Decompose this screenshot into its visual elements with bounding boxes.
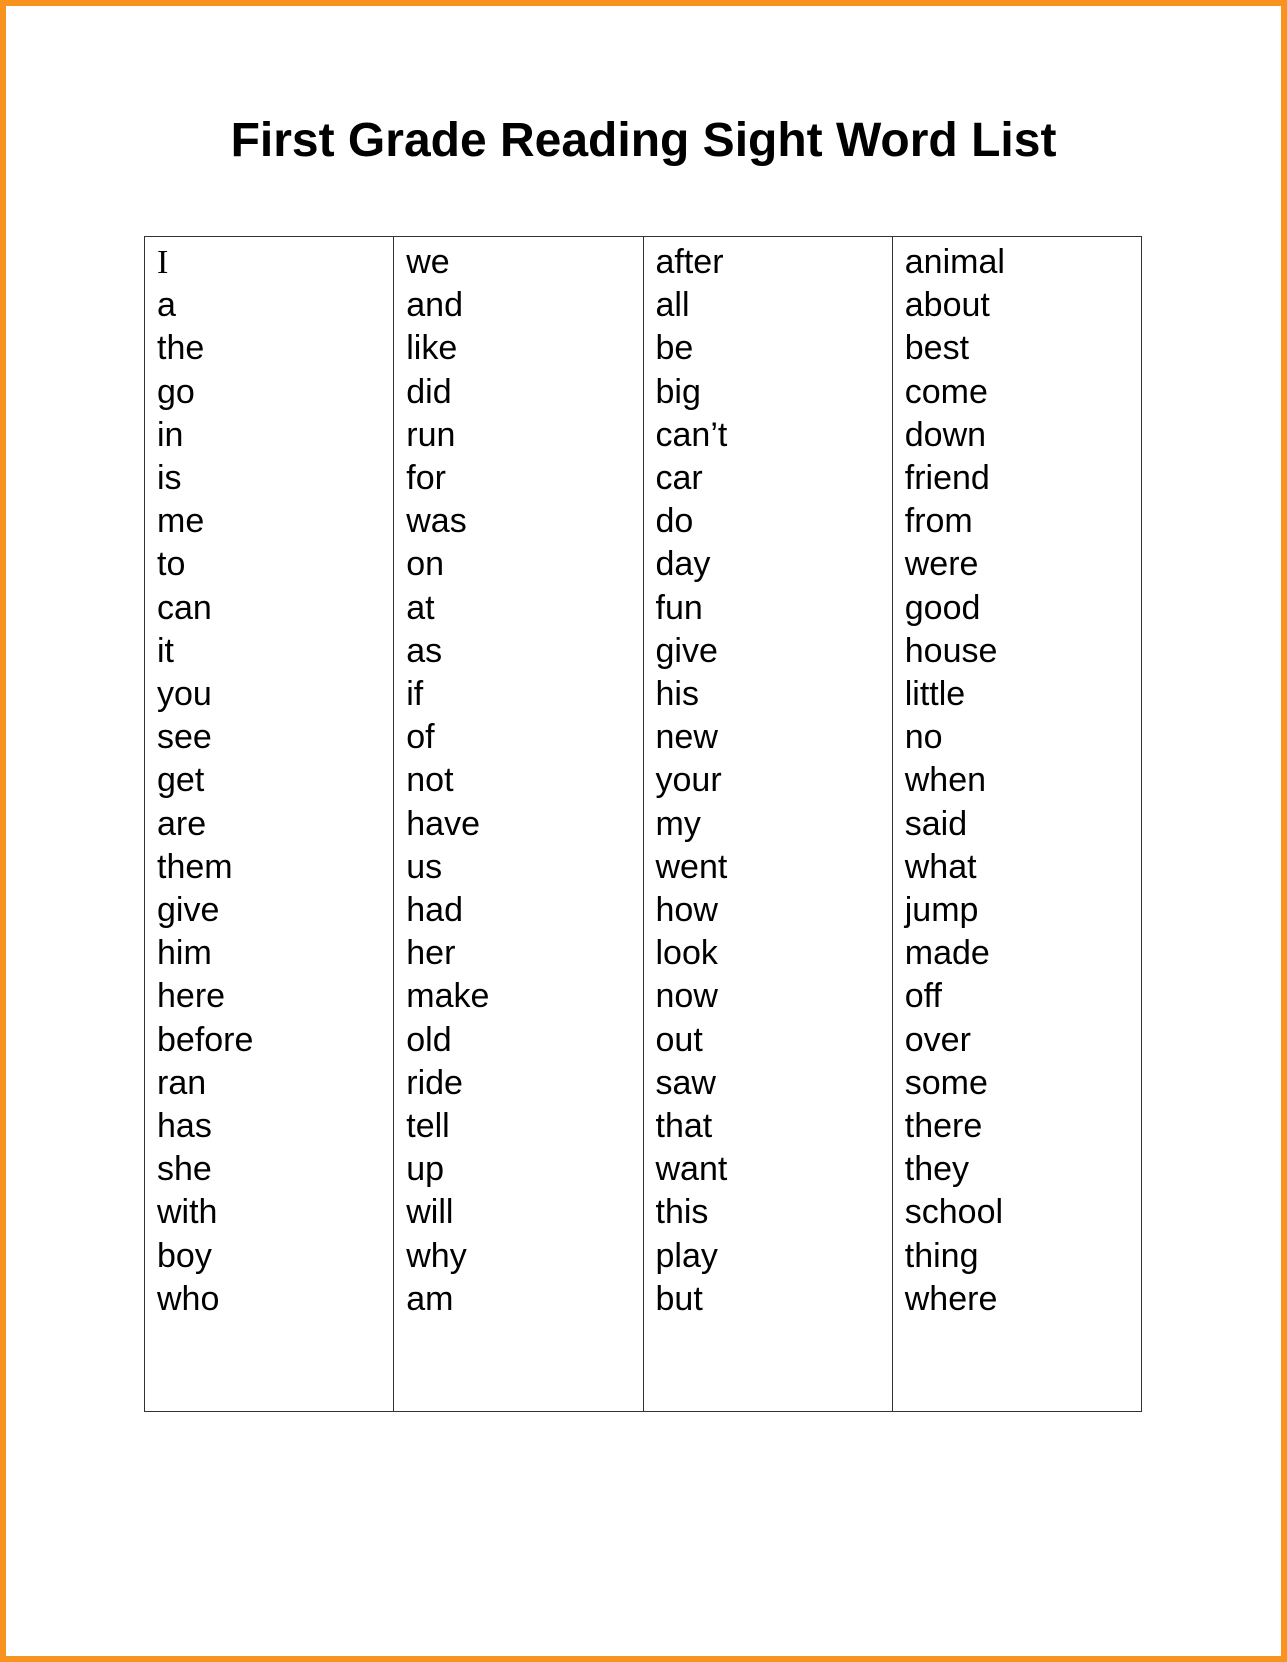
sight-word: make xyxy=(406,977,490,1016)
sight-word: ride xyxy=(406,1063,463,1102)
sight-word: how xyxy=(655,891,718,930)
sight-word: look xyxy=(655,934,718,973)
sight-word: before xyxy=(157,1020,254,1059)
sight-word: good xyxy=(904,588,981,627)
sight-word: made xyxy=(904,934,990,973)
sight-word: is xyxy=(157,459,182,498)
word-column-1 xyxy=(145,237,394,1412)
sight-word: she xyxy=(157,1150,212,1189)
sight-word: little xyxy=(904,675,966,714)
sight-word: some xyxy=(904,1063,988,1102)
sight-word: his xyxy=(655,675,699,714)
sight-word: why xyxy=(406,1236,467,1275)
sight-word: has xyxy=(157,1107,212,1146)
sight-word: my xyxy=(655,804,701,843)
sight-word: friend xyxy=(904,459,990,498)
sight-word: I xyxy=(157,244,169,281)
sight-word: they xyxy=(904,1150,970,1189)
sight-word: up xyxy=(406,1150,445,1189)
sight-word: all xyxy=(655,286,690,325)
sight-word: about xyxy=(904,286,990,325)
sight-word: to xyxy=(157,545,186,584)
sight-word: and xyxy=(406,286,463,325)
sight-word: them xyxy=(157,847,233,886)
sight-word: boy xyxy=(157,1236,212,1275)
sight-word: now xyxy=(655,977,718,1016)
sight-word: her xyxy=(406,934,456,973)
sight-word: this xyxy=(655,1193,709,1232)
sight-word: like xyxy=(406,329,458,368)
sight-word: do xyxy=(655,502,694,541)
sight-word: jump xyxy=(904,891,979,930)
sight-word: get xyxy=(157,761,205,800)
sight-word: out xyxy=(655,1020,703,1059)
sight-word: as xyxy=(406,631,443,670)
sight-word: at xyxy=(406,588,435,627)
sight-word: of xyxy=(406,718,435,757)
sight-word: down xyxy=(904,415,987,454)
sight-word: you xyxy=(157,675,212,714)
sight-word: ran xyxy=(157,1063,207,1102)
sight-word: there xyxy=(904,1107,983,1146)
sight-word: new xyxy=(655,718,718,757)
sight-word: not xyxy=(406,761,454,800)
sight-word: want xyxy=(655,1150,728,1189)
sight-word: with xyxy=(157,1193,218,1232)
sight-word: house xyxy=(904,631,998,670)
sight-word: but xyxy=(655,1279,703,1318)
sight-word: fun xyxy=(655,588,703,627)
sight-word: who xyxy=(157,1279,220,1318)
sight-word: for xyxy=(406,459,446,498)
sight-word: what xyxy=(904,847,977,886)
sight-word: play xyxy=(655,1236,718,1275)
sight-word: thing xyxy=(904,1236,979,1275)
sight-word: be xyxy=(655,329,694,368)
sight-word: it xyxy=(157,631,174,670)
sight-word: have xyxy=(406,804,480,843)
sight-word: can xyxy=(157,588,212,627)
sight-word: had xyxy=(406,891,463,930)
table-row xyxy=(145,237,1142,1412)
sight-word: go xyxy=(157,372,195,411)
sight-word: no xyxy=(904,718,943,757)
sight-word: old xyxy=(406,1020,452,1059)
sight-word: the xyxy=(157,329,205,368)
sight-word: can’t xyxy=(655,415,728,454)
sight-word: animal xyxy=(904,243,1005,281)
sight-word: where xyxy=(904,1279,998,1318)
sight-word: over xyxy=(904,1020,971,1059)
sight-word: off xyxy=(904,977,942,1016)
sight-word: big xyxy=(655,372,701,411)
sight-word: that xyxy=(655,1107,713,1146)
sight-word: after xyxy=(655,243,724,281)
sight-word: when xyxy=(904,761,987,800)
sight-word: went xyxy=(655,847,728,886)
page-title: First Grade Reading Sight Word List xyxy=(230,114,1057,167)
sight-word: see xyxy=(157,718,212,757)
sight-word: me xyxy=(157,502,205,541)
sight-word: were xyxy=(904,545,979,584)
word-column-2 xyxy=(394,237,643,1412)
sight-word-table xyxy=(144,236,1142,1412)
sight-word: are xyxy=(157,804,207,843)
sight-word: on xyxy=(406,545,445,584)
sight-word: am xyxy=(406,1279,454,1318)
sight-word: us xyxy=(406,847,443,886)
sight-word: will xyxy=(406,1193,454,1232)
sight-word: your xyxy=(655,761,722,800)
sight-word: best xyxy=(904,329,970,368)
sight-word: said xyxy=(904,804,968,843)
word-column-3 xyxy=(643,237,892,1412)
sight-word: from xyxy=(904,502,973,541)
sight-word: him xyxy=(157,934,212,973)
sight-word: in xyxy=(157,415,184,454)
sight-word: car xyxy=(655,459,703,498)
sight-word: run xyxy=(406,415,456,454)
sight-word: a xyxy=(157,286,176,325)
word-column-4 xyxy=(892,237,1141,1412)
sight-word: here xyxy=(157,977,226,1016)
sight-word: was xyxy=(406,502,467,541)
sight-word: school xyxy=(904,1193,1004,1232)
sight-word: day xyxy=(655,545,711,584)
sight-word: we xyxy=(406,243,450,281)
sight-word: did xyxy=(406,372,452,411)
sight-word: if xyxy=(406,675,424,714)
sight-word: saw xyxy=(655,1063,716,1102)
sight-word: give xyxy=(655,631,718,670)
sight-word: give xyxy=(157,891,220,930)
sight-word: come xyxy=(904,372,988,411)
sight-word: tell xyxy=(406,1107,450,1146)
